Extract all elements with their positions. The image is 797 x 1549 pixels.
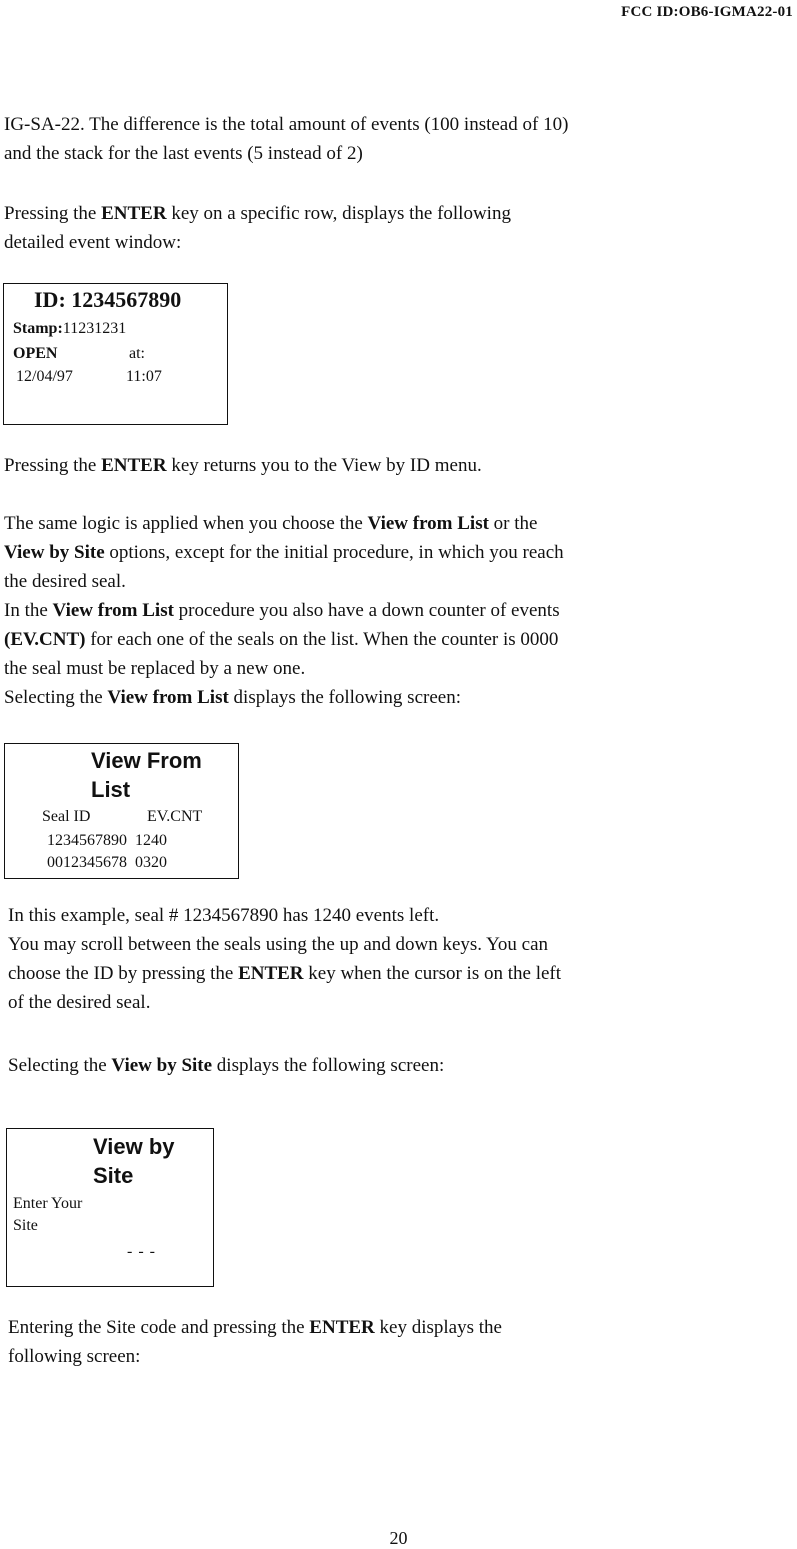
text: The same logic is applied when you choose the — [4, 513, 368, 534]
text: Pressing the — [4, 455, 102, 476]
site-prompt-2: Site — [13, 1217, 38, 1234]
enter-return-paragraph — [4, 451, 784, 480]
view-from-list-term: View from List — [52, 600, 174, 621]
event-detail-window — [3, 283, 228, 425]
site-prompt-1: Enter Your — [13, 1195, 83, 1212]
text: key returns you to the View by ID menu. — [166, 455, 482, 476]
text: or the — [488, 513, 538, 534]
view-by-site-window — [6, 1128, 214, 1287]
intro-line-2: and the stack for the last events (5 instead of 2) — [4, 143, 363, 164]
fcc-id-header: FCC ID:OB6-IGMA22-01 — [621, 4, 793, 20]
text: the seal must be replaced by a new one. — [4, 658, 306, 679]
text: Pressing the — [4, 203, 102, 224]
stamp-value: 11231231 — [62, 320, 127, 337]
event-id: ID: 1234567890 — [34, 287, 182, 312]
enter-key-label: ENTER — [101, 203, 167, 224]
text: In this example, seal # 1234567890 has 1240 events left. — [8, 905, 440, 926]
site-window-title-2: Site — [93, 1163, 134, 1188]
view-from-list-window — [4, 743, 239, 879]
text: key displays the — [374, 1317, 502, 1338]
text: Selecting the — [4, 687, 108, 708]
row-ev-cnt: 0320 — [135, 854, 167, 871]
text: the desired seal. — [4, 571, 126, 592]
row-seal-id: 1234567890 — [47, 832, 127, 849]
text: Entering the Site code and pressing the — [8, 1317, 310, 1338]
text: key on a specific row, displays the following — [166, 203, 511, 224]
page-number: 20 — [389, 1528, 408, 1548]
event-state: OPEN — [13, 345, 58, 362]
event-time: 11:07 — [126, 368, 162, 385]
event-stamp — [13, 318, 126, 340]
col-ev-cnt: EV.CNT — [147, 808, 203, 825]
intro-paragraph — [4, 110, 784, 168]
view-by-site-term: View by Site — [111, 1055, 213, 1076]
text: of the desired seal. — [8, 992, 151, 1013]
row-ev-cnt: 1240 — [135, 832, 167, 849]
text: choose the ID by pressing the — [8, 963, 239, 984]
list-window-title-1: View From — [91, 748, 202, 773]
text: options, except for the initial procedure, in which you reach — [104, 542, 564, 563]
site-code-paragraph — [8, 1313, 788, 1371]
same-logic-paragraph — [4, 509, 784, 712]
enter-key-label: ENTER — [309, 1317, 375, 1338]
view-from-list-term: View from List — [107, 687, 229, 708]
col-seal-id: Seal ID — [42, 808, 91, 825]
text: displays the following screen: — [212, 1055, 445, 1076]
enter-row-paragraph — [4, 199, 784, 257]
event-date: 12/04/97 — [16, 368, 73, 385]
text: procedure you also have a down counter of events — [173, 600, 560, 621]
ev-cnt-term: (EV.CNT) — [4, 629, 86, 650]
row-seal-id: 0012345678 — [47, 854, 127, 871]
view-by-site-paragraph — [8, 1051, 788, 1080]
text: In the — [4, 600, 53, 621]
stamp-label: Stamp: — [13, 320, 63, 337]
list-row[interactable] — [47, 852, 167, 874]
enter-key-label: ENTER — [238, 963, 304, 984]
text: key when the cursor is on the left — [303, 963, 562, 984]
view-by-site-term: View by Site — [4, 542, 105, 563]
text: Selecting the — [8, 1055, 112, 1076]
intro-line-1: IG-SA-22. The difference is the total amount of events (100 instead of 10) — [4, 114, 569, 135]
site-window-title-1: View by — [93, 1134, 175, 1159]
view-from-list-term: View from List — [367, 513, 489, 534]
example-paragraph — [8, 901, 788, 1017]
list-window-title-2: List — [91, 777, 131, 802]
text: following screen: — [8, 1346, 141, 1367]
enter-key-label: ENTER — [101, 455, 167, 476]
site-entry-field[interactable]: - - - — [127, 1243, 156, 1260]
event-at-label: at: — [129, 345, 145, 362]
text: for each one of the seals on the list. When the counter is 0000 — [85, 629, 559, 650]
text: You may scroll between the seals using the up and down keys. You can — [8, 934, 549, 955]
list-row[interactable] — [47, 830, 167, 852]
text: detailed event window: — [4, 232, 182, 253]
text: displays the following screen: — [228, 687, 461, 708]
